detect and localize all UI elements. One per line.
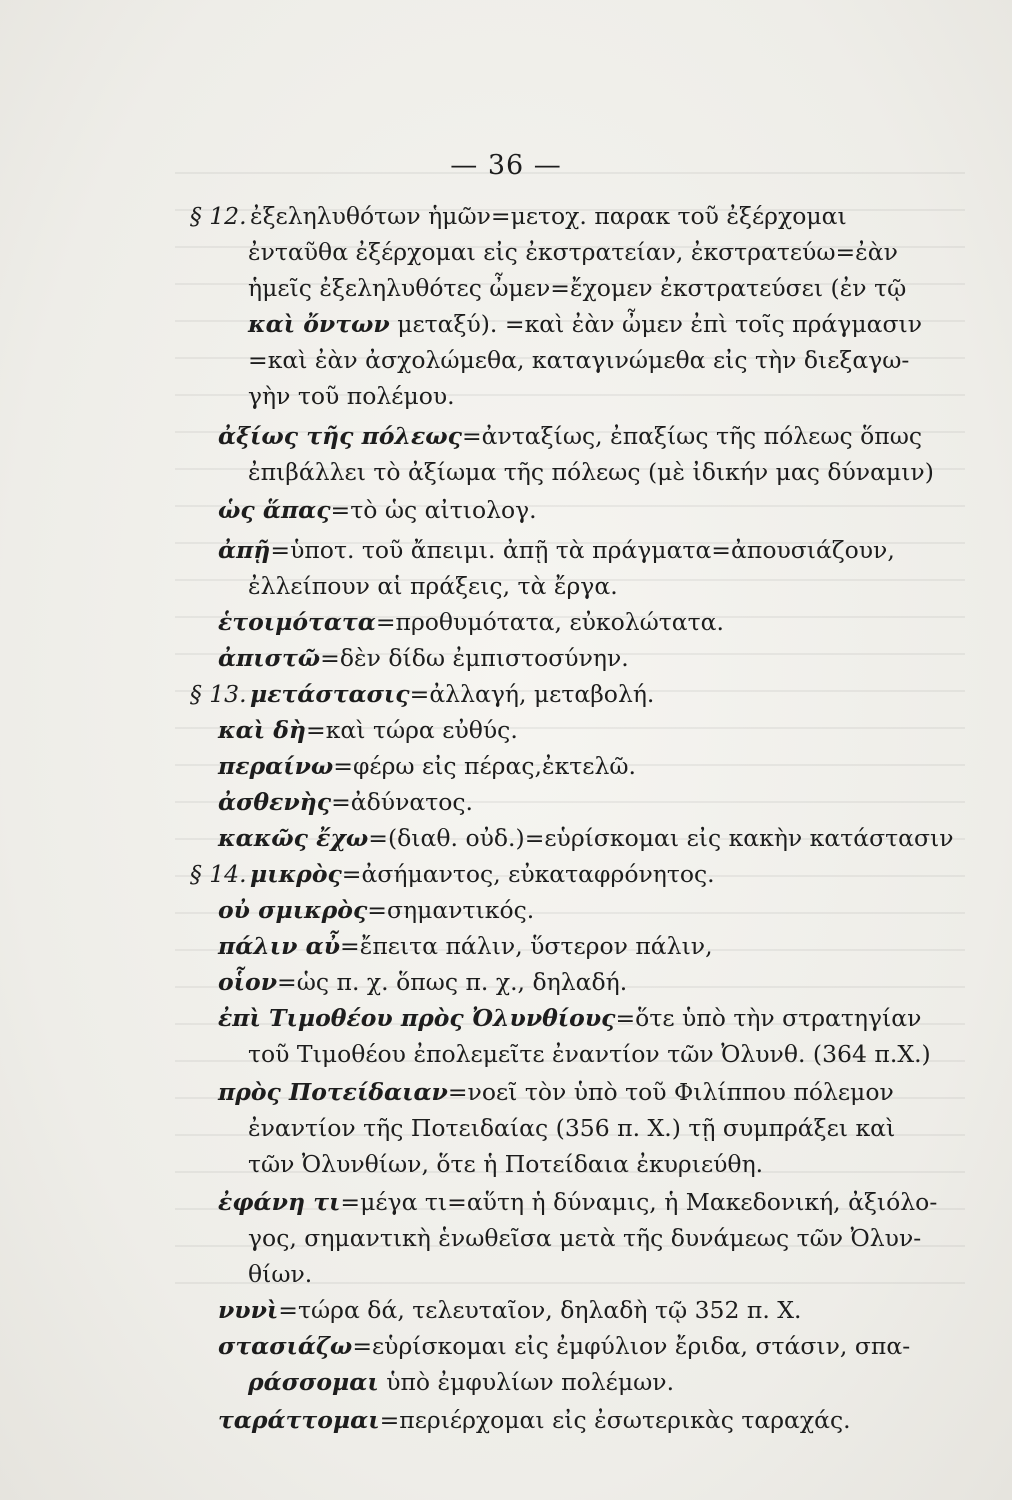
definition: =μέγα τι=αὕτη ἡ δύναμις, ἡ Μακεδονική, ἀξιόλο- — [340, 1188, 938, 1216]
definition: =τώρα δά, τελευταῖον, δηλαδὴ τῷ 352 π. Χ. — [278, 1296, 802, 1324]
definition: τοῦ Τιμοθέου ἐπολεμεῖτε ἐναντίον τῶν Ὀλυνθ. (364 π.Χ.) — [248, 1040, 931, 1068]
text-line — [248, 1220, 921, 1256]
definition: =φέρω εἰς πέρας,ἐκτελῶ. — [333, 752, 636, 780]
definition: θίων. — [248, 1260, 313, 1288]
text-line — [248, 1036, 931, 1072]
headword: οἷον — [218, 968, 278, 996]
definition: =ἀνταξίως, ἐπαξίως τῆς πόλεως ὅπως — [461, 422, 923, 450]
text-line — [218, 604, 724, 640]
headword: ταράττομαι — [218, 1406, 380, 1434]
definition: =καὶ τώρα εὐθύς. — [306, 716, 518, 744]
section-mark: § 12. — [190, 202, 247, 230]
definition: =δὲν δίδω ἐμπιστοσύνην. — [320, 644, 629, 672]
definition: ἐπιβάλλει τὸ ἀξίωμα τῆς πόλεως (μὲ ἰδικήν μας δύναμιν) — [248, 458, 934, 486]
headword: κακῶς ἔχω — [218, 824, 369, 852]
headword: ἐφάνη τι — [218, 1188, 341, 1216]
text-line — [218, 784, 473, 820]
headword: μικρὸς — [250, 860, 342, 888]
definition: =τὸ ὡς αἰτιολογ. — [330, 496, 537, 524]
headword: ράσσομαι — [248, 1368, 379, 1396]
definition: ἡμεῖς ἐξεληλυθότες ὦμεν=ἔχομεν ἐκστρατεύσει (ἐν τῷ — [248, 274, 907, 302]
definition: γὴν τοῦ πολέμου. — [248, 382, 455, 410]
definition: ἐνταῦθα ἐξέρχομαι εἰς ἐκστρατείαν, ἐκστρατεύω=ἐὰν — [248, 238, 898, 266]
definition: =εὑρίσκομαι εἰς ἐμφύλιον ἔριδα, στάσιν, σπα- — [352, 1332, 911, 1360]
headword: ἀπιστῶ — [218, 644, 321, 672]
definition: =περιέρχομαι εἰς ἐσωτερικὰς ταραχάς. — [379, 1406, 851, 1434]
headword: πρὸς Ποτείδαιαν — [218, 1078, 448, 1106]
text-line — [218, 1292, 801, 1328]
section-mark: § 14. — [190, 860, 247, 888]
text-line — [218, 1402, 851, 1438]
headword: ὡς ἅπας — [218, 496, 331, 524]
definition: =ὡς π. χ. ὅπως π. χ., δηλαδή. — [277, 968, 628, 996]
text-line — [218, 1328, 910, 1364]
text-line — [248, 1364, 674, 1400]
definition: =ἀλλαγή, μεταβολή. — [409, 680, 655, 708]
headword: περαίνω — [218, 752, 334, 780]
headword: μετάστασις — [250, 680, 410, 708]
text-line — [218, 964, 627, 1000]
definition: μεταξύ). =καὶ ἐὰν ὦμεν ἐπὶ τοῖς πράγμασιν — [397, 310, 922, 338]
page-number: — 36 — — [450, 150, 562, 181]
text-line — [248, 1110, 895, 1146]
definition: =ἔπειτα πάλιν, ὕστερον πάλιν, — [340, 932, 713, 960]
headword: οὐ σμικρὸς — [218, 896, 368, 924]
definition: τῶν Ὀλυνθίων, ὅτε ἡ Ποτείδαια ἐκυριεύθη. — [248, 1150, 764, 1178]
headword: ἀσθενὴς — [218, 788, 332, 816]
headword: ἐπὶ Τιμοθέου πρὸς Ὀλυνθίους — [218, 1004, 616, 1032]
definition: =ἀδύνατος. — [331, 788, 474, 816]
definition: =ὑποτ. τοῦ ἄπειμι. ἀπῇ τὰ πράγματα=ἀπουσιάζουν, — [270, 536, 895, 564]
definition: =προθυμότατα, εὐκολώτατα. — [375, 608, 725, 636]
text-line — [218, 712, 518, 748]
definition: ἐναντίον τῆς Ποτειδαίας (356 π. Χ.) τῇ συμπράξει καὶ — [248, 1114, 896, 1142]
text-line — [190, 676, 654, 712]
text-line — [218, 1000, 921, 1036]
headword: νυνὶ — [218, 1296, 279, 1324]
definition: =ἀσήμαντος, εὐκαταφρόνητος. — [341, 860, 715, 888]
headword: ἀπῇ — [218, 536, 271, 564]
text-line — [218, 1074, 894, 1110]
text-line — [248, 306, 922, 342]
definition: ἐλλείπουν αἱ πράξεις, τὰ ἔργα. — [248, 572, 618, 600]
definition: γος, σημαντικὴ ἑνωθεῖσα μετὰ τῆς δυνάμεως τῶν Ὀλυν- — [248, 1224, 922, 1252]
definition: =(διαθ. οὐδ.)=εὑρίσκομαι εἰς κακὴν κατάστασιν — [368, 824, 954, 852]
headword: καὶ δὴ — [218, 716, 307, 744]
text-line — [218, 928, 713, 964]
text-line — [218, 640, 629, 676]
text-line — [190, 856, 715, 892]
text-line — [248, 234, 898, 270]
definition: ἐξεληλυθότων ἡμῶν=μετοχ. παρακ τοῦ ἐξέρχομαι — [250, 202, 847, 230]
text-line — [190, 198, 847, 234]
text-line — [248, 568, 618, 604]
definition: ὑπὸ ἐμφυλίων πολέμων. — [386, 1368, 675, 1396]
headword: στασιάζω — [218, 1332, 353, 1360]
text-line — [248, 1256, 312, 1292]
text-line — [248, 378, 455, 414]
section-mark: § 13. — [190, 680, 247, 708]
text-line — [218, 532, 895, 568]
text-line — [218, 418, 922, 454]
text-line — [218, 492, 537, 528]
text-line — [248, 1146, 763, 1182]
headword: ἀξίως τῆς πόλεως — [218, 422, 462, 450]
definition: =καὶ ἐὰν ἀσχολώμεθα, καταγινώμεθα εἰς τὴν διεξαγω- — [248, 346, 910, 374]
headword: καὶ ὄντων — [248, 310, 390, 338]
text-line — [248, 454, 934, 490]
definition: =νοεῖ τὸν ὑπὸ τοῦ Φιλίππου πόλεμον — [447, 1078, 894, 1106]
text-line — [218, 892, 534, 928]
definition: =ὅτε ὑπὸ τὴν στρατηγίαν — [615, 1004, 922, 1032]
headword: ἑτοιμότατα — [218, 608, 376, 636]
headword: πάλιν αὖ — [218, 932, 341, 960]
text-line — [218, 748, 636, 784]
text-line — [248, 270, 906, 306]
definition: =σημαντικός. — [367, 896, 535, 924]
text-line — [248, 342, 909, 378]
text-line — [218, 1184, 937, 1220]
text-line — [218, 820, 954, 856]
